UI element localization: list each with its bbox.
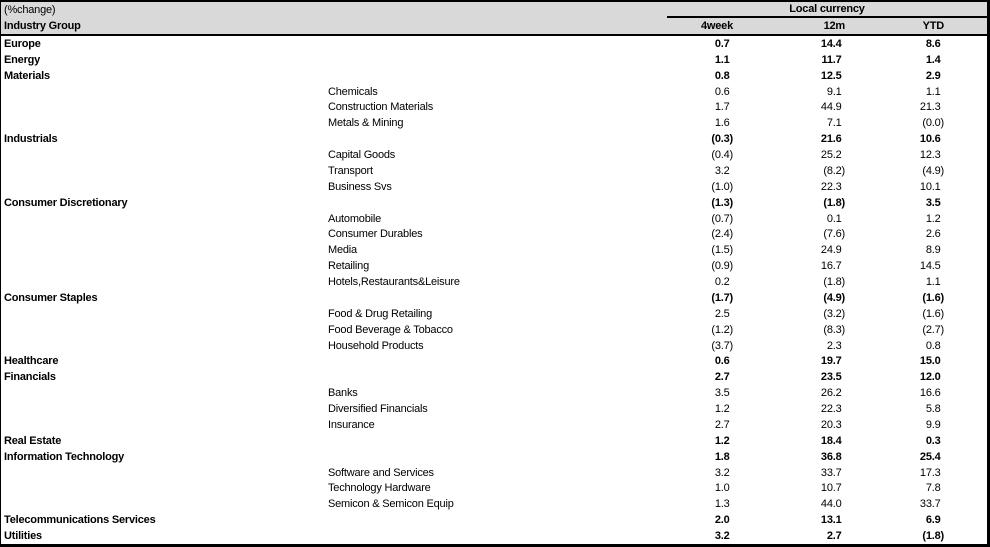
row-label: Materials bbox=[4, 69, 50, 82]
value-cell-12m: (3.2) bbox=[823, 307, 845, 320]
value-cell-4week: (2.4) bbox=[711, 228, 733, 241]
value-cell-ytd: (1.8) bbox=[922, 530, 944, 543]
value-cell-4week: (0.4) bbox=[711, 149, 733, 162]
value-cell-ytd: 33.7 bbox=[919, 498, 941, 511]
value-cell-ytd: 1.1 bbox=[925, 85, 941, 98]
value-cell-ytd: 6.9 bbox=[925, 514, 941, 527]
row-label: Utilities bbox=[4, 530, 42, 543]
value-cell-ytd: (1.6) bbox=[922, 307, 944, 320]
value-cell-4week: (0.3) bbox=[711, 133, 733, 146]
value-cell-12m: 22.3 bbox=[820, 403, 842, 416]
value-cell-12m: (4.9) bbox=[823, 291, 845, 304]
value-cell-4week: (1.0) bbox=[711, 180, 733, 193]
value-cell-12m: 0.1 bbox=[826, 212, 842, 225]
value-cell-12m: 23.5 bbox=[820, 371, 842, 384]
table-row bbox=[1, 100, 987, 116]
table-row bbox=[1, 512, 987, 528]
table-row bbox=[1, 385, 987, 401]
value-cell-ytd: (4.9) bbox=[922, 164, 944, 177]
row-label: Information Technology bbox=[4, 450, 125, 463]
row-label: Consumer Durables bbox=[328, 228, 423, 241]
row-label: Chemicals bbox=[328, 85, 378, 98]
value-cell-ytd: 1.4 bbox=[925, 53, 941, 66]
table-row bbox=[1, 147, 987, 163]
value-cell-12m: 44.0 bbox=[820, 498, 842, 511]
column-header-ytd: YTD bbox=[922, 19, 944, 32]
row-label: Metals & Mining bbox=[328, 117, 404, 130]
value-cell-ytd: 10.6 bbox=[919, 133, 941, 146]
table-row bbox=[1, 163, 987, 179]
value-cell-12m: 7.1 bbox=[826, 117, 842, 130]
value-cell-4week: 0.6 bbox=[714, 85, 730, 98]
row-label: Insurance bbox=[328, 418, 375, 431]
table-row bbox=[1, 36, 987, 52]
table-row bbox=[1, 211, 987, 227]
value-cell-ytd: 17.3 bbox=[919, 466, 941, 479]
value-cell-4week: 1.7 bbox=[714, 101, 730, 114]
value-cell-4week: (3.7) bbox=[711, 339, 733, 352]
value-cell-4week: 2.5 bbox=[714, 307, 730, 320]
row-label: Consumer Staples bbox=[4, 291, 98, 304]
value-cell-12m: 13.1 bbox=[820, 514, 842, 527]
value-cell-12m: (1.8) bbox=[823, 276, 845, 289]
row-label: Retailing bbox=[328, 260, 370, 273]
row-label: Media bbox=[328, 244, 357, 257]
value-cell-ytd: 1.2 bbox=[925, 212, 941, 225]
table-row bbox=[1, 115, 987, 131]
value-cell-ytd: 12.0 bbox=[919, 371, 941, 384]
value-cell-ytd: 14.5 bbox=[919, 260, 941, 273]
row-label: Semicon & Semicon Equip bbox=[328, 498, 454, 511]
header-row-top bbox=[1, 2, 987, 18]
value-cell-ytd: 2.6 bbox=[925, 228, 941, 241]
value-cell-4week: (1.7) bbox=[711, 291, 733, 304]
table-row bbox=[1, 433, 987, 449]
value-cell-12m: 12.5 bbox=[820, 69, 842, 82]
row-label: Real Estate bbox=[4, 434, 62, 447]
table-row bbox=[1, 481, 987, 497]
table-row bbox=[1, 52, 987, 68]
column-header-12m: 12m bbox=[823, 19, 845, 32]
value-cell-4week: (0.9) bbox=[711, 260, 733, 273]
row-label: Hotels,Restaurants&Leisure bbox=[328, 276, 460, 289]
value-cell-4week: 2.7 bbox=[714, 418, 730, 431]
table-row bbox=[1, 401, 987, 417]
value-cell-12m: (7.6) bbox=[823, 228, 845, 241]
value-cell-4week: 3.2 bbox=[714, 466, 730, 479]
value-cell-ytd: 25.4 bbox=[919, 450, 941, 463]
value-cell-12m: 14.4 bbox=[820, 37, 842, 50]
value-cell-ytd: 7.8 bbox=[925, 482, 941, 495]
value-cell-4week: 1.0 bbox=[714, 482, 730, 495]
value-cell-4week: 1.2 bbox=[714, 434, 730, 447]
row-label: Construction Materials bbox=[328, 101, 434, 114]
table-row bbox=[1, 338, 987, 354]
row-label: Technology Hardware bbox=[328, 482, 431, 495]
value-cell-ytd: 21.3 bbox=[919, 101, 941, 114]
table-row bbox=[1, 274, 987, 290]
value-cell-12m: 10.7 bbox=[820, 482, 842, 495]
currency-group-header: Local currency bbox=[667, 3, 987, 18]
table-row bbox=[1, 195, 987, 211]
change-units-label: (%change) bbox=[4, 4, 56, 16]
table-row bbox=[1, 417, 987, 433]
table-row bbox=[1, 528, 987, 544]
value-cell-4week: 2.7 bbox=[714, 371, 730, 384]
column-header-4week: 4week bbox=[700, 19, 733, 32]
table-row bbox=[1, 258, 987, 274]
table-row bbox=[1, 369, 987, 385]
value-cell-12m: 22.3 bbox=[820, 180, 842, 193]
value-cell-4week: 1.6 bbox=[714, 117, 730, 130]
value-cell-ytd: 15.0 bbox=[919, 355, 941, 368]
value-cell-4week: 1.1 bbox=[714, 53, 730, 66]
value-cell-ytd: 0.8 bbox=[925, 339, 941, 352]
table-row bbox=[1, 290, 987, 306]
value-cell-12m: (8.2) bbox=[823, 164, 845, 177]
value-cell-12m: (1.8) bbox=[823, 196, 845, 209]
table-row bbox=[1, 242, 987, 258]
table-row bbox=[1, 68, 987, 84]
value-cell-12m: 24.9 bbox=[820, 244, 842, 257]
table-row bbox=[1, 306, 987, 322]
value-cell-4week: 0.2 bbox=[714, 276, 730, 289]
row-label: Financials bbox=[4, 371, 56, 384]
value-cell-12m: 26.2 bbox=[820, 387, 842, 400]
value-cell-ytd: (0.0) bbox=[922, 117, 944, 130]
value-cell-12m: 11.7 bbox=[821, 53, 842, 66]
table-row bbox=[1, 496, 987, 512]
value-cell-12m: 33.7 bbox=[820, 466, 842, 479]
row-label: Industrials bbox=[4, 133, 58, 146]
table-row bbox=[1, 131, 987, 147]
value-cell-ytd: 0.3 bbox=[925, 434, 941, 447]
value-cell-4week: 1.2 bbox=[714, 403, 730, 416]
row-label: Food Beverage & Tobacco bbox=[328, 323, 453, 336]
value-cell-4week: 3.2 bbox=[714, 164, 730, 177]
value-cell-ytd: 8.6 bbox=[925, 37, 941, 50]
value-cell-ytd: 9.9 bbox=[925, 418, 941, 431]
value-cell-12m: 21.6 bbox=[820, 133, 842, 146]
value-cell-4week: 0.6 bbox=[714, 355, 730, 368]
value-cell-4week: 3.5 bbox=[714, 387, 730, 400]
value-cell-4week: (1.2) bbox=[711, 323, 733, 336]
value-cell-4week: 0.7 bbox=[714, 37, 730, 50]
value-cell-12m: 44.9 bbox=[820, 101, 842, 114]
row-label: Consumer Discretionary bbox=[4, 196, 128, 209]
value-cell-4week: 0.8 bbox=[714, 69, 730, 82]
table-row bbox=[1, 227, 987, 243]
header-row-columns bbox=[1, 18, 987, 34]
value-cell-4week: (1.3) bbox=[711, 196, 733, 209]
value-cell-4week: (0.7) bbox=[711, 212, 733, 225]
value-cell-12m: 36.8 bbox=[820, 450, 842, 463]
value-cell-ytd: 5.8 bbox=[925, 403, 941, 416]
table-row bbox=[1, 84, 987, 100]
value-cell-4week: 2.0 bbox=[714, 514, 730, 527]
table-row bbox=[1, 465, 987, 481]
row-label: Banks bbox=[328, 387, 358, 400]
table-row bbox=[1, 179, 987, 195]
value-cell-12m: 18.4 bbox=[820, 434, 842, 447]
value-cell-ytd: 16.6 bbox=[919, 387, 941, 400]
value-cell-4week: 1.3 bbox=[714, 498, 730, 511]
table-row bbox=[1, 354, 987, 370]
table-row bbox=[1, 449, 987, 465]
value-cell-ytd: 10.1 bbox=[919, 180, 941, 193]
value-cell-12m: 9.1 bbox=[826, 85, 842, 98]
value-cell-ytd: 2.9 bbox=[925, 69, 941, 82]
row-label: Software and Services bbox=[328, 466, 434, 479]
value-cell-ytd: 12.3 bbox=[919, 149, 941, 162]
row-label: Healthcare bbox=[4, 355, 59, 368]
row-label: Energy bbox=[4, 53, 41, 66]
row-label: Telecommunications Services bbox=[4, 514, 156, 527]
industry-group-header: Industry Group bbox=[4, 20, 81, 32]
value-cell-12m: (8.3) bbox=[823, 323, 845, 336]
currency-group-header-wrap bbox=[667, 3, 987, 18]
row-label: Capital Goods bbox=[328, 149, 396, 162]
column-headers bbox=[667, 19, 987, 34]
value-cell-4week: 3.2 bbox=[714, 530, 730, 543]
value-cell-ytd: (2.7) bbox=[922, 323, 944, 336]
value-cell-12m: 2.7 bbox=[826, 530, 842, 543]
row-label: Food & Drug Retailing bbox=[328, 307, 433, 320]
value-cell-ytd: 1.1 bbox=[925, 276, 941, 289]
row-label: Transport bbox=[328, 164, 373, 177]
table-row bbox=[1, 322, 987, 338]
value-cell-4week: 1.8 bbox=[714, 450, 730, 463]
row-label: Europe bbox=[4, 37, 41, 50]
value-cell-12m: 16.7 bbox=[820, 260, 842, 273]
value-cell-ytd: 3.5 bbox=[925, 196, 941, 209]
row-label: Diversified Financials bbox=[328, 403, 428, 416]
row-label: Automobile bbox=[328, 212, 382, 225]
value-cell-ytd: (1.6) bbox=[922, 291, 944, 304]
table-body bbox=[1, 36, 987, 544]
value-cell-12m: 2.3 bbox=[826, 339, 842, 352]
row-label: Household Products bbox=[328, 339, 424, 352]
value-cell-ytd: 8.9 bbox=[925, 244, 941, 257]
value-cell-4week: (1.5) bbox=[711, 244, 733, 257]
value-cell-12m: 19.7 bbox=[820, 355, 842, 368]
table-header bbox=[1, 2, 987, 36]
row-label: Business Svs bbox=[328, 180, 392, 193]
value-cell-12m: 25.2 bbox=[820, 149, 842, 162]
value-cell-12m: 20.3 bbox=[820, 418, 842, 431]
